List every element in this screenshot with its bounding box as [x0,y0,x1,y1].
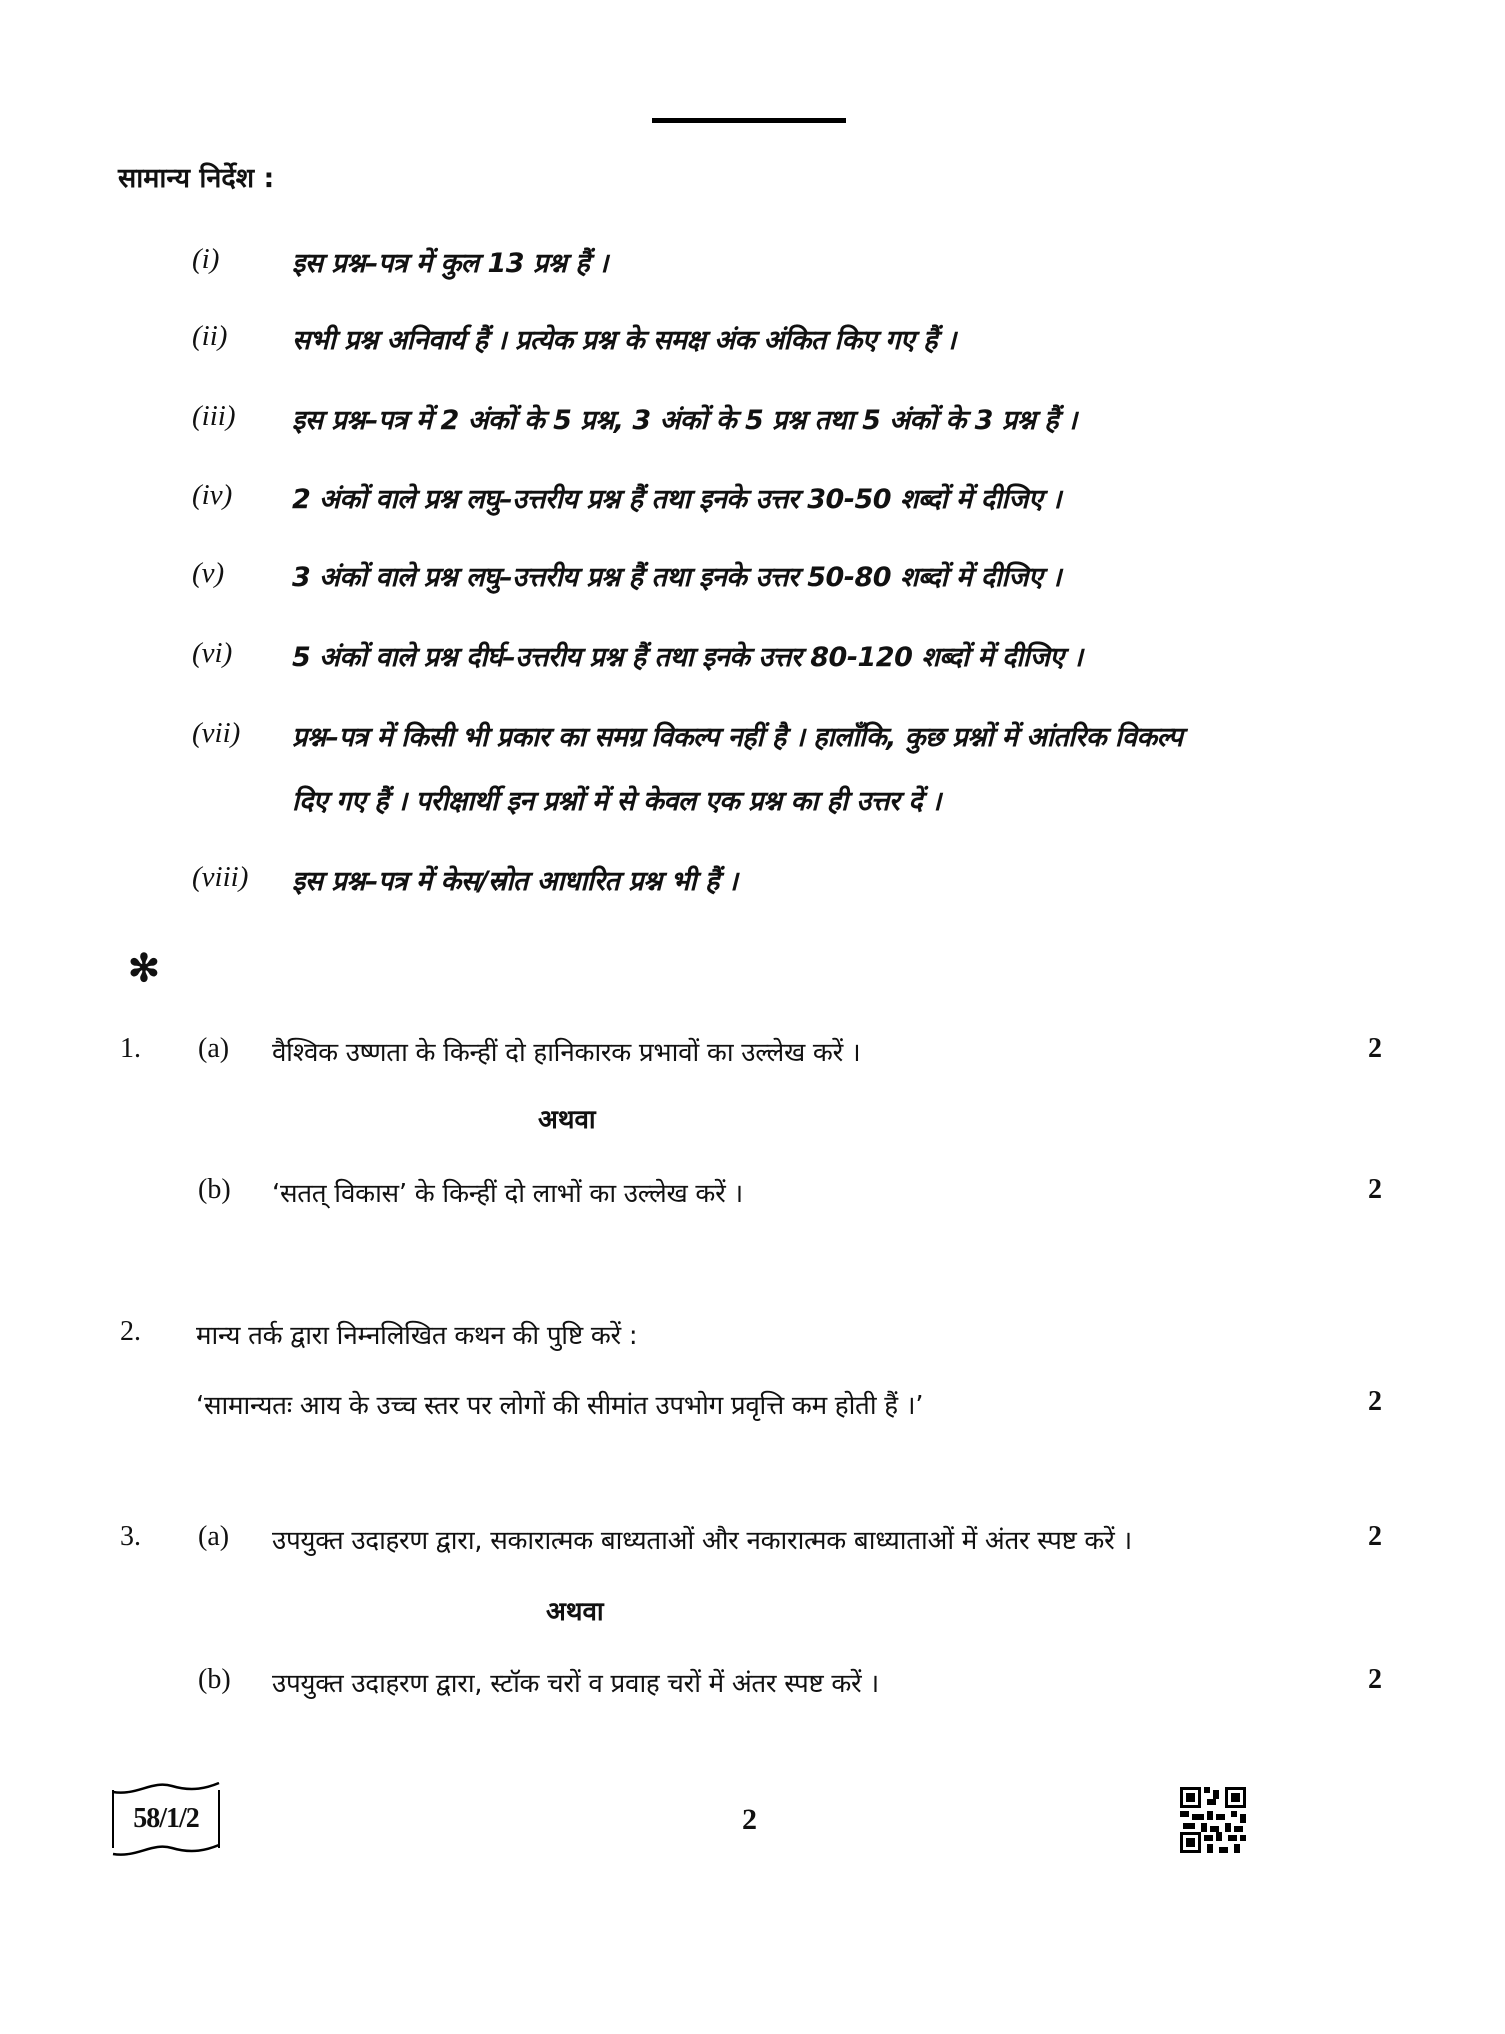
instruction-text: 3 अंकों वाले प्रश्न लघु–उत्तरीय प्रश्न हैं तथा इनके उत्तर 50-80 शब्दों में दीजिए । [292,562,1062,593]
wave-border-icon [112,1782,220,1794]
paper-code-badge [112,1790,220,1848]
qr-code-icon [1180,1786,1246,1854]
question-text: वैश्विक उष्णता के किन्हीं दो हानिकारक प्रभावों का उल्लेख करें । [272,1038,861,1068]
question-text: मान्य तर्क द्वारा निम्नलिखित कथन की पुष्टि करें : [196,1321,638,1351]
marks: 2 [1368,1033,1382,1064]
instruction-text: 2 अंकों वाले प्रश्न लघु–उत्तरीय प्रश्न हैं तथा इनके उत्तर 30-50 शब्दों में दीजिए । [292,484,1062,515]
question-statement: ‘सामान्यतः आय के उच्च स्तर पर लोगों की सीमांत उपभोग प्रवृत्ति कम होती हैं ।’ [196,1391,924,1421]
instruction-text: इस प्रश्न–पत्र में 2 अंकों के 5 प्रश्न, 3 अंकों के 5 प्रश्न तथा 5 अंकों के 3 प्रश्न हैं । [292,405,1077,436]
instruction-number: (viii) [192,861,249,893]
question-text: ‘सतत् विकास’ के किन्हीं दो लाभों का उल्लेख करें । [272,1179,743,1209]
instruction-number: (iv) [192,479,233,511]
question-part-label: (a) [198,1521,230,1552]
paper-code: 58/1/2 [133,1803,199,1834]
question-text: उपयुक्त उदाहरण द्वारा, सकारात्मक बाध्यताओं और नकारात्मक बाध्याताओं में अंतर स्पष्ट करें । [272,1526,1132,1556]
marks: 2 [1368,1664,1382,1695]
instruction-number: (v) [192,557,225,589]
instruction-number: (ii) [192,320,228,352]
instruction-number: (iii) [192,400,236,432]
question-text: उपयुक्त उदाहरण द्वारा, स्टॉक चरों व प्रवाह चरों में अंतर स्पष्ट करें । [272,1669,879,1699]
question-part-label: (b) [198,1664,231,1695]
or-label: अथवा [546,1597,604,1627]
asterisk-separator-icon: ✻ [128,945,160,990]
top-rule-divider [652,118,846,123]
or-label: अथवा [538,1105,596,1135]
question-number: 1. [120,1033,141,1064]
instruction-text: सभी प्रश्न अनिवार्य हैं । प्रत्येक प्रश्न के समक्ष अंक अंकित किए गए हैं । [292,325,956,356]
question-part-label: (a) [198,1033,230,1064]
instruction-number: (vii) [192,717,241,749]
instruction-text: इस प्रश्न–पत्र में कुल 13 प्रश्न हैं । [292,248,608,279]
instruction-text: प्रश्न–पत्र में किसी भी प्रकार का समग्र विकल्प नहीं है । हालाँकि, कुछ प्रश्नों में आंतरिक विकल्प [292,722,1183,753]
instruction-text: इस प्रश्न–पत्र में केस/स्रोत आधारित प्रश्न भी हैं । [292,866,738,897]
instruction-number: (vi) [192,637,233,669]
marks: 2 [1368,1521,1382,1552]
instruction-number: (i) [192,243,220,275]
question-part-label: (b) [198,1174,231,1205]
general-instructions-heading: सामान्य निर्देश : [118,163,275,194]
question-number: 2. [120,1316,141,1347]
instruction-text: 5 अंकों वाले प्रश्न दीर्घ–उत्तरीय प्रश्न हैं तथा इनके उत्तर 80-120 शब्दों में दीजिए । [292,642,1083,673]
marks: 2 [1368,1174,1382,1205]
wave-border-icon [112,1844,220,1856]
marks: 2 [1368,1386,1382,1417]
page-number: 2 [742,1803,757,1836]
instruction-text-continued: दिए गए हैं । परीक्षार्थी इन प्रश्नों में से केवल एक प्रश्न का ही उत्तर दें । [292,786,941,817]
question-number: 3. [120,1521,141,1552]
